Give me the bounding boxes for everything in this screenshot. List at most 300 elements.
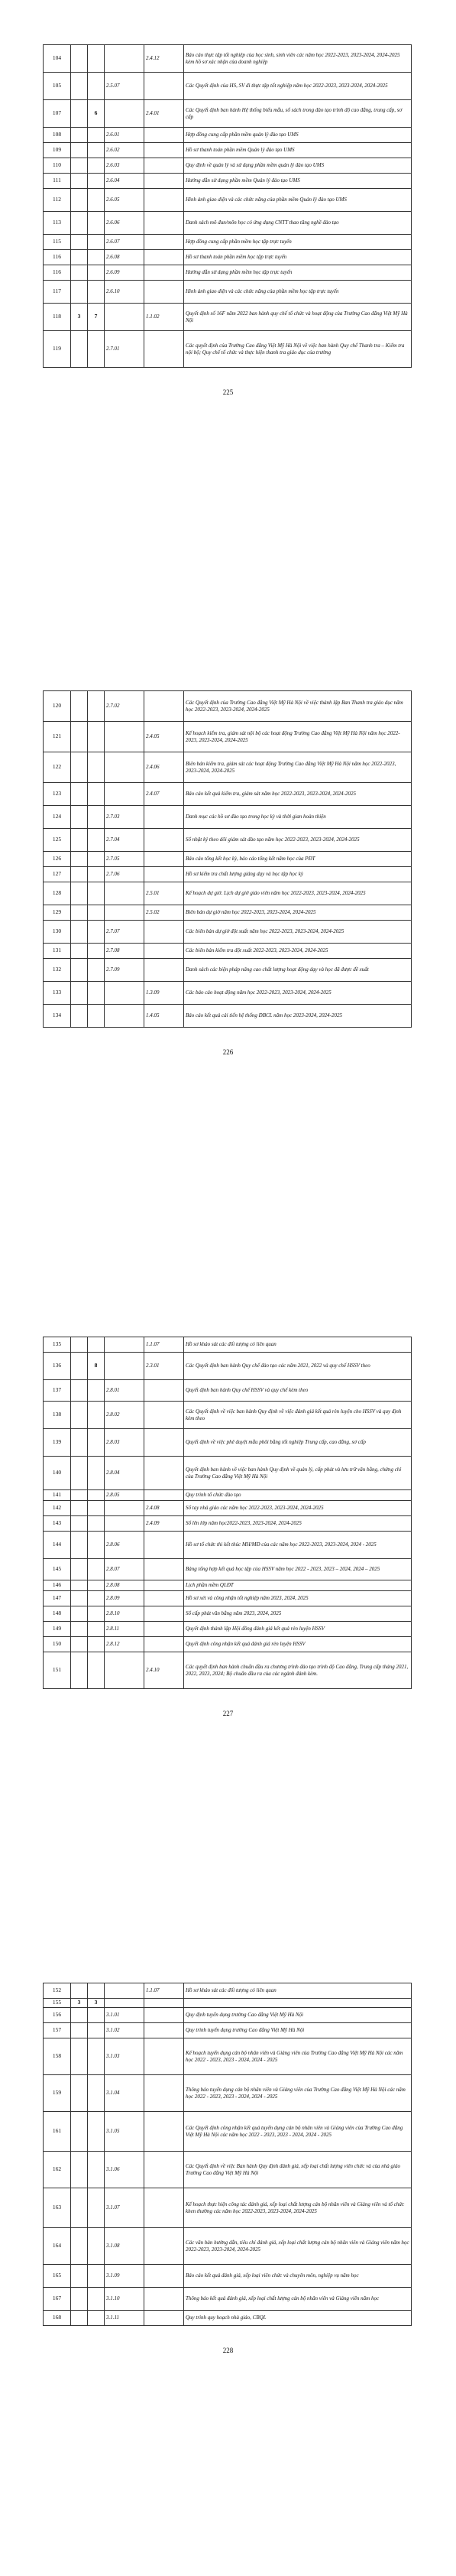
criterion-group-cell (71, 1457, 88, 1490)
criterion-number-cell (88, 1580, 105, 1591)
evidence-title-cell: Biên bản dự giờ năm học 2022-2023, 2023-2024, 2024-2025 (184, 905, 412, 921)
table-row (44, 2288, 412, 2311)
evidence-title-cell: Hướng dẫn sử dụng phần mềm học tập trực tuyến (184, 265, 412, 281)
evidence-code-cell: 3.1.07 (105, 2188, 144, 2228)
evidence-code-cell (105, 882, 144, 905)
row-number-cell: 108 (44, 128, 71, 143)
row-number-cell: 136 (44, 1353, 71, 1380)
evidence-code-cell: 2.6.05 (105, 189, 144, 212)
evidence-code-cell: 2.8.09 (105, 1591, 144, 1606)
criterion-group-cell (71, 1380, 88, 1402)
evidence-code-cell: 3.1.03 (105, 2038, 144, 2075)
criterion-group-cell (71, 2288, 88, 2311)
criterion-number-cell (88, 1637, 105, 1652)
reference-code-cell: 2.4.08 (144, 1501, 184, 1516)
row-number-cell: 116 (44, 265, 71, 281)
criterion-group-cell (71, 250, 88, 265)
evidence-code-cell (105, 1983, 144, 1999)
table-row (44, 1580, 412, 1591)
evidence-code-cell: 3.1.04 (105, 2075, 144, 2112)
table-row (44, 921, 412, 944)
criterion-number-cell (88, 1606, 105, 1622)
criterion-number-cell (88, 212, 105, 235)
criterion-group-cell (71, 189, 88, 212)
document-page (0, 1292, 456, 1930)
evidence-code-cell: 2.6.10 (105, 281, 144, 304)
criterion-number-cell (88, 2008, 105, 2023)
evidence-title-cell: Quy định về quản lý và sử dụng phần mềm quản lý đào tạo UMS (184, 158, 412, 174)
criterion-group-cell (71, 982, 88, 1005)
evidence-code-cell: 2.7.05 (105, 852, 144, 867)
table-row (44, 905, 412, 921)
criterion-number-cell (88, 1652, 105, 1689)
table-row (44, 2075, 412, 2112)
criterion-group-cell (71, 73, 88, 100)
criterion-number-cell (88, 783, 105, 806)
criterion-group-cell (71, 1337, 88, 1353)
table-row (44, 1337, 412, 1353)
criterion-group-cell (71, 1429, 88, 1457)
reference-code-cell (144, 235, 184, 250)
criterion-number-cell (88, 281, 105, 304)
reference-code-cell (144, 250, 184, 265)
criterion-group-cell (71, 1402, 88, 1429)
criterion-number-cell (88, 128, 105, 143)
criterion-group-cell (71, 1622, 88, 1637)
evidence-code-cell: 2.8.11 (105, 1622, 144, 1637)
evidence-title-cell: Các quyết định của Trường Cao đẳng Việt Mỹ Hà Nội về việc ban hành Quy chế Thanh tra – Kiểm tra nội bộ; Quy chế tổ chức và thực hiện thanh tra giáo dục của trường (184, 331, 412, 368)
evidence-code-cell (105, 982, 144, 1005)
table-row (44, 304, 412, 331)
reference-code-cell (144, 2038, 184, 2075)
criterion-number-cell (88, 1516, 105, 1532)
criterion-group-cell (71, 2311, 88, 2326)
table-row (44, 1591, 412, 1606)
criterion-group-cell (71, 2023, 88, 2038)
criterion-group-cell (71, 944, 88, 959)
table-row (44, 2038, 412, 2075)
criterion-number-cell (88, 921, 105, 944)
evidence-code-cell: 2.6.02 (105, 143, 144, 158)
criterion-group-cell (71, 829, 88, 852)
evidence-title-cell: Báo cáo kết quả đánh giá, xếp loại viên chức và chuyên môn, nghiệp vụ năm học (184, 2265, 412, 2288)
criterion-number-cell (88, 1337, 105, 1353)
row-number-cell: 156 (44, 2008, 71, 2023)
table-row (44, 235, 412, 250)
criterion-number-cell: 8 (88, 1353, 105, 1380)
table-row (44, 806, 412, 829)
criterion-number-cell: 6 (88, 100, 105, 128)
table-row (44, 331, 412, 368)
evidence-title-cell: Quyết định thành lập Hội đồng đánh giá kết quả rèn luyện HSSV (184, 1622, 412, 1637)
criterion-number-cell: 3 (88, 1999, 105, 2008)
evidence-code-cell: 2.7.03 (105, 806, 144, 829)
evidence-title-cell: Các Quyết định của Trường Cao đẳng Việt Mỹ Hà Nội về việc thành lập Ban Thanh tra giáo dục năm học 2022-2023, 2023-2024, 2024-2025 (184, 691, 412, 722)
row-number-cell: 164 (44, 2228, 71, 2265)
reference-code-cell: 2.4.05 (144, 722, 184, 752)
reference-code-cell: 2.4.10 (144, 1652, 184, 1689)
criterion-group-cell (71, 281, 88, 304)
evidence-title-cell: Báo cáo kết quả kiểm tra, giám sát năm học 2022-2023, 2023-2024, 2024-2025 (184, 783, 412, 806)
reference-code-cell (144, 2112, 184, 2152)
evidence-title-cell: Danh mục các hồ sơ đào tạo trong học kỳ và thời gian hoàn thiện (184, 806, 412, 829)
row-number-cell: 151 (44, 1652, 71, 1689)
row-number-cell: 142 (44, 1501, 71, 1516)
evidence-code-cell (105, 1337, 144, 1353)
reference-code-cell (144, 2008, 184, 2023)
criterion-number-cell (88, 189, 105, 212)
reference-code-cell (144, 1637, 184, 1652)
evidence-title-cell: Quyết định ban hành về việc ban hành Quy định về quản lý, cấp phát và lưu trữ văn bằng, chứng chỉ của Trường Cao đẳng Việt Mỹ Hà Nội (184, 1457, 412, 1490)
criterion-number-cell (88, 1457, 105, 1490)
evidence-title-cell: Kế hoạch dự giờ. Lịch dự giờ giáo viên năm học 2022-2023, 2023-2024, 2024-2025 (184, 882, 412, 905)
table-row (44, 1983, 412, 1999)
table-row (44, 158, 412, 174)
evidence-code-cell (105, 1652, 144, 1689)
criterion-number-cell (88, 2152, 105, 2188)
criterion-group-cell (71, 921, 88, 944)
evidence-table (43, 1337, 412, 1689)
row-number-cell: 105 (44, 73, 71, 100)
criterion-group-cell (71, 1652, 88, 1689)
evidence-title-cell: Hồ sơ thanh toán phần mềm Quản lý đào tạo UMS (184, 143, 412, 158)
evidence-code-cell (105, 100, 144, 128)
criterion-number-cell (88, 1501, 105, 1516)
table-row (44, 882, 412, 905)
reference-code-cell (144, 2188, 184, 2228)
evidence-title-cell: Hợp đồng cung cấp phần mềm quản lý đào tạo UMS (184, 128, 412, 143)
reference-code-cell (144, 2228, 184, 2265)
evidence-title-cell: Hướng dẫn sử dụng phần mềm Quản lý đào tạo UMS (184, 174, 412, 189)
evidence-code-cell: 3.1.08 (105, 2228, 144, 2265)
row-number-cell: 141 (44, 1490, 71, 1501)
criterion-number-cell (88, 1490, 105, 1501)
criterion-group-cell (71, 1983, 88, 1999)
row-number-cell: 112 (44, 189, 71, 212)
row-number-cell: 131 (44, 944, 71, 959)
evidence-title-cell: Hồ sơ thanh toán phần mềm học tập trực tuyến (184, 250, 412, 265)
evidence-code-cell: 3.1.06 (105, 2152, 144, 2188)
table-row (44, 1559, 412, 1580)
evidence-title-cell: Hợp đồng cung cấp phần mềm học tập trực tuyến (184, 235, 412, 250)
table-row (44, 128, 412, 143)
table-row (44, 265, 412, 281)
criterion-number-cell (88, 45, 105, 73)
table-row (44, 852, 412, 867)
table-row (44, 143, 412, 158)
criterion-number-cell (88, 2288, 105, 2311)
evidence-code-cell: 2.7.02 (105, 691, 144, 722)
evidence-title-cell: Kế hoạch tuyển dụng cán bộ nhân viên và Giảng viên của Trường Cao đẳng Việt Mỹ Hà Nội các năm học 2022 - 2023, 2023 - 2024, 2024 - 2025 (184, 2038, 412, 2075)
reference-code-cell (144, 867, 184, 882)
evidence-code-cell: 2.6.04 (105, 174, 144, 189)
table-row (44, 752, 412, 783)
row-number-cell: 162 (44, 2152, 71, 2188)
evidence-code-cell: 3.1.10 (105, 2288, 144, 2311)
row-number-cell: 124 (44, 806, 71, 829)
reference-code-cell (144, 921, 184, 944)
reference-code-cell (144, 73, 184, 100)
table-row (44, 73, 412, 100)
table-row (44, 2008, 412, 2023)
evidence-title-cell: Lịch phần mềm QLĐT (184, 1580, 412, 1591)
row-number-cell: 118 (44, 304, 71, 331)
criterion-group-cell (71, 882, 88, 905)
criterion-group-cell: 3 (71, 304, 88, 331)
evidence-code-cell: 2.8.05 (105, 1490, 144, 1501)
row-number-cell: 139 (44, 1429, 71, 1457)
criterion-number-cell (88, 2112, 105, 2152)
row-number-cell: 150 (44, 1637, 71, 1652)
table-row (44, 1606, 412, 1622)
reference-code-cell (144, 1457, 184, 1490)
reference-code-cell (144, 852, 184, 867)
row-number-cell: 111 (44, 174, 71, 189)
table-row (44, 1532, 412, 1559)
criterion-number-cell (88, 829, 105, 852)
reference-code-cell (144, 1532, 184, 1559)
document-page (0, 0, 456, 638)
evidence-code-cell: 2.7.04 (105, 829, 144, 852)
row-number-cell: 134 (44, 1005, 71, 1028)
page-number: 227 (222, 1710, 234, 1717)
reference-code-cell: 2.4.01 (144, 100, 184, 128)
row-number-cell: 135 (44, 1337, 71, 1353)
criterion-group-cell (71, 2228, 88, 2265)
evidence-code-cell: 2.6.08 (105, 250, 144, 265)
criterion-group-cell (71, 1606, 88, 1622)
criterion-group-cell (71, 1516, 88, 1532)
evidence-code-cell (105, 905, 144, 921)
criterion-number-cell (88, 143, 105, 158)
evidence-title-cell: Sổ nhật ký theo dõi giám sát đào tạo năm học 2022-2023, 2023-2024, 2024-2025 (184, 829, 412, 852)
evidence-title-cell: Các Quyết định ban hành Hệ thống biểu mẫu, sổ sách trong đào tạo trình độ cao đẳng, trung cấp, sơ cấp (184, 100, 412, 128)
reference-code-cell (144, 2311, 184, 2326)
evidence-title-cell (184, 1999, 412, 2008)
criterion-group-cell (71, 45, 88, 73)
evidence-title-cell: Các quyết định ban hành chuẩn đầu ra chương trình đào tạo trình độ Cao đẳng, Trung cấp tháng 2021, 2022, 2023, 2024; Bộ chuẩn đầu ra của các ngành đánh kèm. (184, 1652, 412, 1689)
criterion-group-cell (71, 806, 88, 829)
evidence-title-cell: Hồ sơ kiểm tra chất lượng giảng dạy và học tập học kỳ (184, 867, 412, 882)
reference-code-cell (144, 1402, 184, 1429)
evidence-title-cell: Hồ sơ tổ chức thi kết thúc MH/MĐ của các năm học 2022-2023, 2023-2024, 2024 - 2025 (184, 1532, 412, 1559)
table-row (44, 1429, 412, 1457)
table-row (44, 1457, 412, 1490)
reference-code-cell (144, 1580, 184, 1591)
criterion-number-cell (88, 944, 105, 959)
reference-code-cell (144, 1999, 184, 2008)
table-row (44, 1652, 412, 1689)
evidence-code-cell: 2.6.06 (105, 212, 144, 235)
evidence-title-cell: Quy trình tổ chức đào tạo (184, 1490, 412, 1501)
criterion-group-cell (71, 2008, 88, 2023)
row-number-cell: 123 (44, 783, 71, 806)
table-row (44, 212, 412, 235)
table-row (44, 1402, 412, 1429)
evidence-title-cell: Các Quyết định của HS, SV đi thực tập tốt nghiệp năm học 2022-2023, 2023-2024, 2024-2025 (184, 73, 412, 100)
reference-code-cell (144, 829, 184, 852)
row-number-cell: 128 (44, 882, 71, 905)
table-row (44, 1353, 412, 1380)
evidence-title-cell: Báo cáo tổng kết học kỳ, báo cáo tổng kết năm học của PĐT (184, 852, 412, 867)
row-number-cell: 130 (44, 921, 71, 944)
table-row (44, 1380, 412, 1402)
reference-code-cell (144, 158, 184, 174)
reference-code-cell (144, 143, 184, 158)
evidence-title-cell: Biên bản kiểm tra, giám sát các hoạt động Trường Cao đẳng Việt Mỹ Hà Nội năm học 2022-2023, 2023-2024, 2024-2025 (184, 752, 412, 783)
evidence-title-cell: Các biên bản kiểm tra đột xuất 2022-2023, 2023-2024, 2024-2025 (184, 944, 412, 959)
reference-code-cell (144, 1591, 184, 1606)
evidence-table (43, 1983, 412, 2326)
row-number-cell: 127 (44, 867, 71, 882)
reference-code-cell: 2.5.02 (144, 905, 184, 921)
table-row (44, 189, 412, 212)
evidence-code-cell: 2.8.02 (105, 1402, 144, 1429)
reference-code-cell (144, 2288, 184, 2311)
row-number-cell: 138 (44, 1402, 71, 1429)
evidence-title-cell: Thông báo tuyển dụng cán bộ nhân viên và Giảng viên của Trường Cao đẳng Việt Mỹ Hà Nội các năm học 2022 - 2023, 2023 - 2024, 2024 - 2025 (184, 2075, 412, 2112)
criterion-group-cell (71, 1490, 88, 1501)
table-row (44, 2023, 412, 2038)
table-row (44, 1622, 412, 1637)
evidence-title-cell: Sổ cấp phát văn bằng năm 2023, 2024, 2025 (184, 1606, 412, 1622)
row-number-cell: 161 (44, 2112, 71, 2152)
reference-code-cell (144, 265, 184, 281)
row-number-cell: 155 (44, 1999, 71, 2008)
criterion-group-cell (71, 959, 88, 982)
row-number-cell: 125 (44, 829, 71, 852)
evidence-title-cell: Báo cáo thực tập tốt nghiệp của học sinh, sinh viên các năm học 2022-2023, 2023-2024, 2024-2025 kèm hồ sơ xác nhận của doanh nghiệp (184, 45, 412, 73)
evidence-code-cell: 2.8.07 (105, 1559, 144, 1580)
evidence-code-cell: 2.8.03 (105, 1429, 144, 1457)
reference-code-cell (144, 1429, 184, 1457)
table-row (44, 944, 412, 959)
criterion-number-cell (88, 2023, 105, 2038)
evidence-title-cell: Quy trình quy hoạch nhà giáo, CBQL (184, 2311, 412, 2326)
reference-code-cell (144, 1490, 184, 1501)
criterion-group-cell (71, 100, 88, 128)
criterion-number-cell (88, 1559, 105, 1580)
criterion-number-cell (88, 905, 105, 921)
evidence-code-cell (105, 1005, 144, 1028)
criterion-group-cell (71, 2265, 88, 2288)
row-number-cell: 109 (44, 143, 71, 158)
reference-code-cell: 2.5.01 (144, 882, 184, 905)
evidence-code-cell: 3.1.09 (105, 2265, 144, 2288)
criterion-number-cell (88, 982, 105, 1005)
criterion-group-cell (71, 2112, 88, 2152)
reference-code-cell (144, 806, 184, 829)
criterion-number-cell (88, 806, 105, 829)
table-row (44, 250, 412, 265)
criterion-number-cell (88, 2188, 105, 2228)
evidence-code-cell: 2.6.07 (105, 235, 144, 250)
row-number-cell: 119 (44, 331, 71, 368)
criterion-group-cell (71, 174, 88, 189)
evidence-title-cell: Các Quyết định về việc Ban hành Quy định đánh giá, xếp loại chất lượng viên chức và của nhà giáo Trường Cao đẳng Việt Mỹ Hà Nội (184, 2152, 412, 2188)
evidence-table (43, 44, 412, 368)
row-number-cell: 158 (44, 2038, 71, 2075)
row-number-cell: 137 (44, 1380, 71, 1402)
reference-code-cell (144, 189, 184, 212)
row-number-cell: 148 (44, 1606, 71, 1622)
evidence-title-cell: Quyết định về việc phê duyệt mẫu phôi bằng tốt nghiệp Trung cấp, cao đẳng, sơ cấp (184, 1429, 412, 1457)
table-row (44, 2311, 412, 2326)
row-number-cell: 147 (44, 1591, 71, 1606)
criterion-group-cell (71, 852, 88, 867)
criterion-group-cell (71, 752, 88, 783)
reference-code-cell: 2.4.07 (144, 783, 184, 806)
criterion-group-cell (71, 905, 88, 921)
evidence-code-cell: 3.1.01 (105, 2008, 144, 2023)
reference-code-cell (144, 212, 184, 235)
reference-code-cell: 2.4.09 (144, 1516, 184, 1532)
criterion-group-cell (71, 265, 88, 281)
criterion-group-cell (71, 1637, 88, 1652)
evidence-code-cell: 2.7.08 (105, 944, 144, 959)
criterion-group-cell (71, 1591, 88, 1606)
criterion-number-cell (88, 2075, 105, 2112)
table-row (44, 982, 412, 1005)
reference-code-cell (144, 1606, 184, 1622)
criterion-group-cell (71, 1005, 88, 1028)
criterion-number-cell (88, 1983, 105, 1999)
row-number-cell: 116 (44, 250, 71, 265)
table-row (44, 959, 412, 982)
reference-code-cell: 2.4.12 (144, 45, 184, 73)
evidence-title-cell: Sổ tay nhà giáo các năm học 2022-2023, 2023-2024, 2024-2025 (184, 1501, 412, 1516)
criterion-number-cell (88, 752, 105, 783)
evidence-table (43, 690, 412, 1028)
evidence-code-cell: 2.7.01 (105, 331, 144, 368)
row-number-cell: 143 (44, 1516, 71, 1532)
criterion-number-cell (88, 1429, 105, 1457)
row-number-cell: 110 (44, 158, 71, 174)
page-number: 228 (222, 2347, 234, 2354)
criterion-group-cell (71, 235, 88, 250)
table-row (44, 281, 412, 304)
table-row (44, 2228, 412, 2265)
criterion-group-cell (71, 1559, 88, 1580)
row-number-cell: 146 (44, 1580, 71, 1591)
reference-code-cell (144, 281, 184, 304)
reference-code-cell: 2.4.06 (144, 752, 184, 783)
reference-code-cell (144, 2075, 184, 2112)
evidence-code-cell: 2.7.06 (105, 867, 144, 882)
reference-code-cell (144, 174, 184, 189)
criterion-number-cell (88, 2038, 105, 2075)
row-number-cell: 126 (44, 852, 71, 867)
row-number-cell: 152 (44, 1983, 71, 1999)
criterion-group-cell (71, 212, 88, 235)
row-number-cell: 159 (44, 2075, 71, 2112)
reference-code-cell (144, 128, 184, 143)
evidence-code-cell: 2.8.06 (105, 1532, 144, 1559)
row-number-cell: 120 (44, 691, 71, 722)
criterion-group-cell (71, 2188, 88, 2228)
evidence-title-cell: Quyết định ban hành Quy chế HSSV và quy chế kèm theo (184, 1380, 412, 1402)
criterion-number-cell (88, 852, 105, 867)
criterion-group-cell (71, 722, 88, 752)
row-number-cell: 133 (44, 982, 71, 1005)
criterion-group-cell (71, 331, 88, 368)
criterion-group-cell (71, 691, 88, 722)
row-number-cell: 122 (44, 752, 71, 783)
evidence-code-cell: 2.8.04 (105, 1457, 144, 1490)
table-row (44, 100, 412, 128)
evidence-code-cell (105, 1501, 144, 1516)
reference-code-cell (144, 959, 184, 982)
